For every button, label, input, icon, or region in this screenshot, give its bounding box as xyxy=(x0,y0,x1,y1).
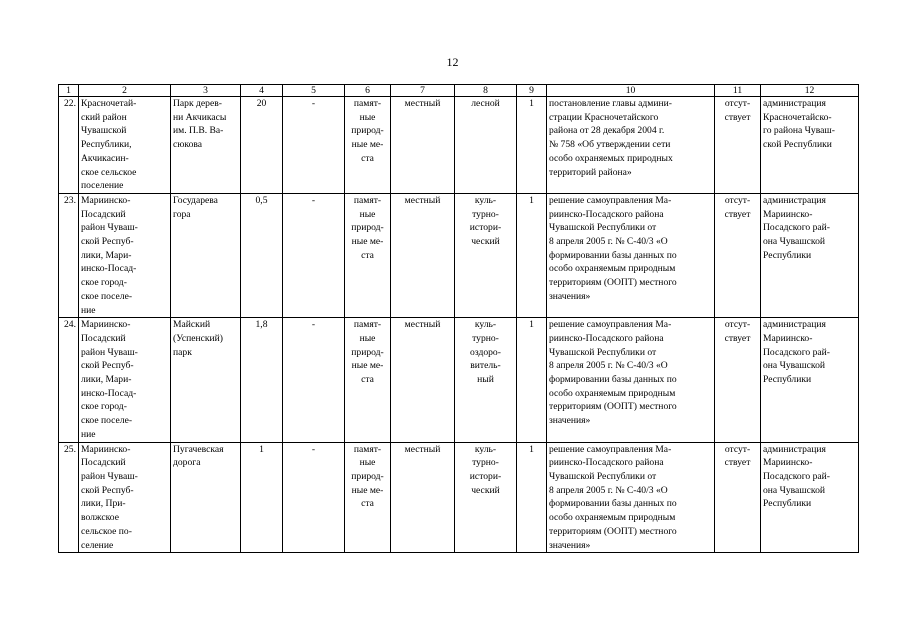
table-row xyxy=(59,97,859,194)
row-number: 23. xyxy=(59,193,79,317)
profile-cell: куль- турно- оздоро- витель- ный xyxy=(455,318,517,442)
column-header: 1 xyxy=(59,85,79,97)
buffer-cell: - xyxy=(283,97,345,194)
regulation-cell: отсут- ствует xyxy=(715,193,761,317)
name-cell: Пугачевская дорога xyxy=(171,442,241,553)
manager-cell: администрация Мариинско- Посадского рай- она Чувашской Республики xyxy=(761,442,859,553)
column-header: 3 xyxy=(171,85,241,97)
area-cell: 0,5 xyxy=(241,193,283,317)
table-row xyxy=(59,193,859,317)
document-cell: решение самоуправления Ма- риинско-Посадского района Чувашской Республики от 8 апреля 2005 г. № С-40/3 «О формировании базы данных по особо охраняемым природным территориям (ООПТ) местного значения» xyxy=(547,442,715,553)
document-cell: решение самоуправления Ма- риинско-Посадского района Чувашской Республики от 8 апреля 2005 г. № С-40/3 «О формировании базы данных по особо охраняемым природным территориям (ООПТ) местного значения» xyxy=(547,318,715,442)
protected-areas-table xyxy=(58,84,859,553)
column-header: 9 xyxy=(517,85,547,97)
manager-cell: администрация Мариинско- Посадского рай- она Чувашской Республики xyxy=(761,193,859,317)
regulation-cell: отсут- ствует xyxy=(715,97,761,194)
significance-cell: местный xyxy=(391,442,455,553)
area-cell: 1,8 xyxy=(241,318,283,442)
manager-cell: администрация Мариинско- Посадского рай- она Чувашской Республики xyxy=(761,318,859,442)
column-header: 2 xyxy=(79,85,171,97)
row-number: 22. xyxy=(59,97,79,194)
area-cell: 1 xyxy=(241,442,283,553)
category-cell: памят- ные природ- ные ме- ста xyxy=(345,318,391,442)
table-row xyxy=(59,442,859,553)
category-cell: памят- ные природ- ные ме- ста xyxy=(345,442,391,553)
significance-cell: местный xyxy=(391,318,455,442)
regulation-cell: отсут- ствует xyxy=(715,442,761,553)
location-cell: Мариинско- Посадский район Чуваш- ской Респуб- лики, При- волжское сельское по- селение xyxy=(79,442,171,553)
category-cell: памят- ные природ- ные ме- ста xyxy=(345,193,391,317)
location-cell: Мариинско- Посадский район Чуваш- ской Респуб- лики, Мари- инско-Посад- ское город- ское поселе- ние xyxy=(79,193,171,317)
page-number: 12 xyxy=(446,55,459,69)
profile-cell: лесной xyxy=(455,97,517,194)
profile-cell: куль- турно- истори- ческий xyxy=(455,442,517,553)
count-cell: 1 xyxy=(517,318,547,442)
column-header: 7 xyxy=(391,85,455,97)
row-number: 25. xyxy=(59,442,79,553)
column-number-row xyxy=(59,85,859,97)
column-header: 12 xyxy=(761,85,859,97)
name-cell: Майский (Успенский) парк xyxy=(171,318,241,442)
name-cell: Государева гора xyxy=(171,193,241,317)
column-header: 6 xyxy=(345,85,391,97)
table-row xyxy=(59,318,859,442)
column-header: 5 xyxy=(283,85,345,97)
significance-cell: местный xyxy=(391,97,455,194)
location-cell: Красночетай- ский район Чувашской Республики, Акчикасин- ское сельское поселение xyxy=(79,97,171,194)
document-cell: постановление главы админи- страции Красночетайского района от 28 декабря 2004 г. № 758 «Об утверждении сети особо охраняемых природных территорий района» xyxy=(547,97,715,194)
regulation-cell: отсут- ствует xyxy=(715,318,761,442)
document-cell: решение самоуправления Ма- риинско-Посадского района Чувашской Республики от 8 апреля 2005 г. № С-40/3 «О формировании базы данных по особо охраняемым природным территориям (ООПТ) местного значения» xyxy=(547,193,715,317)
buffer-cell: - xyxy=(283,318,345,442)
location-cell: Мариинско- Посадский район Чуваш- ской Респуб- лики, Мари- инско-Посад- ское город- ское поселе- ние xyxy=(79,318,171,442)
buffer-cell: - xyxy=(283,193,345,317)
manager-cell: администрация Красночетайско- го района Чуваш- ской Республики xyxy=(761,97,859,194)
category-cell: памят- ные природ- ные ме- ста xyxy=(345,97,391,194)
buffer-cell: - xyxy=(283,442,345,553)
count-cell: 1 xyxy=(517,442,547,553)
row-number: 24. xyxy=(59,318,79,442)
count-cell: 1 xyxy=(517,97,547,194)
significance-cell: местный xyxy=(391,193,455,317)
column-header: 4 xyxy=(241,85,283,97)
column-header: 10 xyxy=(547,85,715,97)
column-header: 8 xyxy=(455,85,517,97)
profile-cell: куль- турно- истори- ческий xyxy=(455,193,517,317)
area-cell: 20 xyxy=(241,97,283,194)
name-cell: Парк дерев- ни Акчикасы им. П.В. Ва- сюкова xyxy=(171,97,241,194)
column-header: 11 xyxy=(715,85,761,97)
count-cell: 1 xyxy=(517,193,547,317)
